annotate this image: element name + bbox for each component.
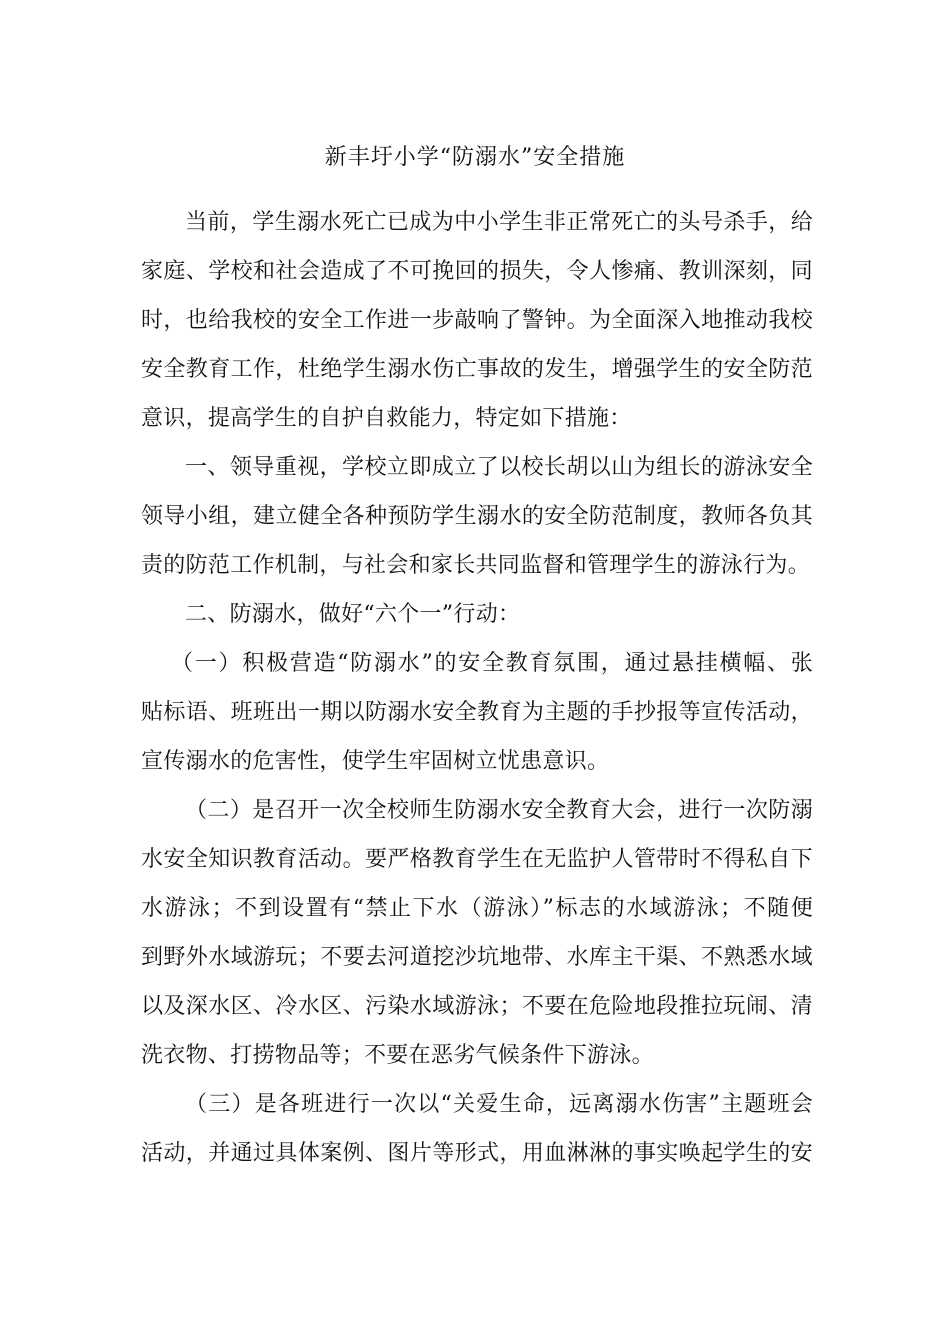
text-line: 责的防范工作机制，与社会和家长共同监督和管理学生的游泳行为。 (141, 553, 811, 578)
text-line: 二、防溺水，做好“六个一”行动： (185, 602, 521, 627)
text-line: 安全教育工作，杜绝学生溺水伤亡事故的发生，增强学生的安全防范 (141, 357, 813, 382)
text-line: 洗衣物、打捞物品等；不要在恶劣气候条件下游泳。 (141, 1043, 654, 1068)
text-line: 以及深水区、冷水区、污染水域游泳；不要在危险地段推拉玩闹、清 (141, 994, 813, 1019)
paragraph-item-one (141, 639, 813, 786)
text-line: 水安全知识教育活动。要严格教育学生在无监护人管带时不得私自下 (141, 847, 813, 872)
text-line: （一）积极营造“防溺水”的安全教育氛围，通过悬挂横幅、张 (171, 651, 813, 676)
text-line: 到野外水域游玩；不要去河道挖沙坑地带、水库主干渠、不熟悉水域 (141, 945, 813, 970)
text-line: 当前，学生溺水死亡已成为中小学生非正常死亡的头号杀手，给 (185, 210, 813, 235)
text-line: （二）是召开一次全校师生防溺水安全教育大会，进行一次防溺 (185, 798, 813, 823)
text-line: 时，也给我校的安全工作进一步敲响了警钟。为全面深入地推动我校 (141, 308, 813, 333)
text-line: 家庭、学校和社会造成了不可挽回的损失，令人惨痛、教训深刻，同 (141, 259, 813, 284)
document-body (141, 198, 813, 1178)
text-line: 意识，提高学生的自护自救能力，特定如下措施： (141, 406, 632, 431)
text-line: 贴标语、班班出一期以防溺水安全教育为主题的手抄报等宣传活动， (141, 700, 813, 725)
paragraph-item-three (141, 1080, 813, 1178)
paragraph-six-actions (141, 590, 813, 639)
text-line: 活动，并通过具体案例、图片等形式，用血淋淋的事实唤起学生的安 (141, 1141, 813, 1166)
text-line: （三）是各班进行一次以“关爱生命，远离溺水伤害”主题班会 (185, 1092, 813, 1117)
text-line: 领导小组，建立健全各种预防学生溺水的安全防范制度，教师各负其 (141, 504, 813, 529)
text-line: 一、领导重视，学校立即成立了以校长胡以山为组长的游泳安全 (185, 455, 813, 480)
text-line: 水游泳；不到设置有“禁止下水（游泳）”标志的水域游泳；不随便 (141, 896, 813, 921)
text-line: 宣传溺水的危害性，使学生牢固树立忧患意识。 (141, 749, 610, 774)
paragraph-leadership (141, 443, 813, 590)
paragraph-intro (141, 198, 813, 443)
paragraph-item-two (141, 786, 813, 1080)
document-title: 新丰圩小学“防溺水”安全措施 (324, 145, 626, 170)
